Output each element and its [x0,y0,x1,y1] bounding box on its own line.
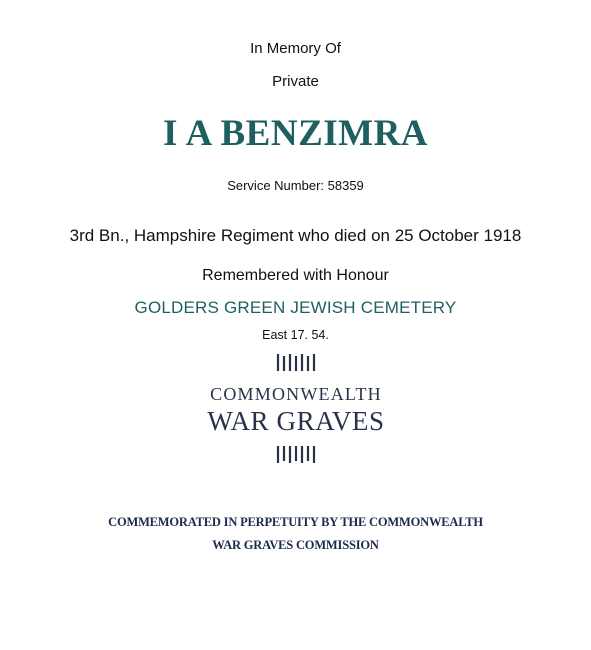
logo-bar [312,446,314,463]
casualty-name: I A BENZIMRA [162,113,429,154]
logo-bar [312,354,314,371]
logo-bar [300,446,302,463]
cemetery-name: GOLDERS GREEN JEWISH CEMETERY [134,298,457,317]
commemorated-line-2: WAR GRAVES COMMISSION [212,538,379,552]
logo-bottom-bars-icon [276,446,314,463]
rank-label: Private [272,73,319,90]
logo-text-commonwealth: COMMONWEALTH [209,384,382,404]
logo-bar [306,356,308,371]
logo-bar [294,446,296,461]
logo-top-bars-icon [276,354,314,371]
logo-bar [300,354,302,371]
grave-reference: East 17. 54. [262,328,329,342]
remembered-with-honour: Remembered with Honour [202,267,389,284]
commemorated-line-1: COMMEMORATED IN PERPETUITY BY THE COMMONWEALTH [108,515,483,529]
logo-bar [276,354,278,371]
logo-bar [288,354,290,371]
logo-bar [288,446,290,463]
cwgc-logo [0,350,591,470]
logo-bar [294,356,296,371]
commonwealth-war-graves-logo-icon [196,350,396,470]
service-number: Service Number: 58359 [227,178,364,193]
unit-and-death-date: 3rd Bn., Hampshire Regiment who died on 25 October 1918 [69,226,522,245]
logo-bar [282,446,284,461]
in-memory-heading: In Memory Of [250,40,341,57]
logo-bar [282,356,284,371]
logo-bar [306,446,308,461]
logo-text-war-graves: WAR GRAVES [206,406,385,436]
logo-bar [276,446,278,463]
